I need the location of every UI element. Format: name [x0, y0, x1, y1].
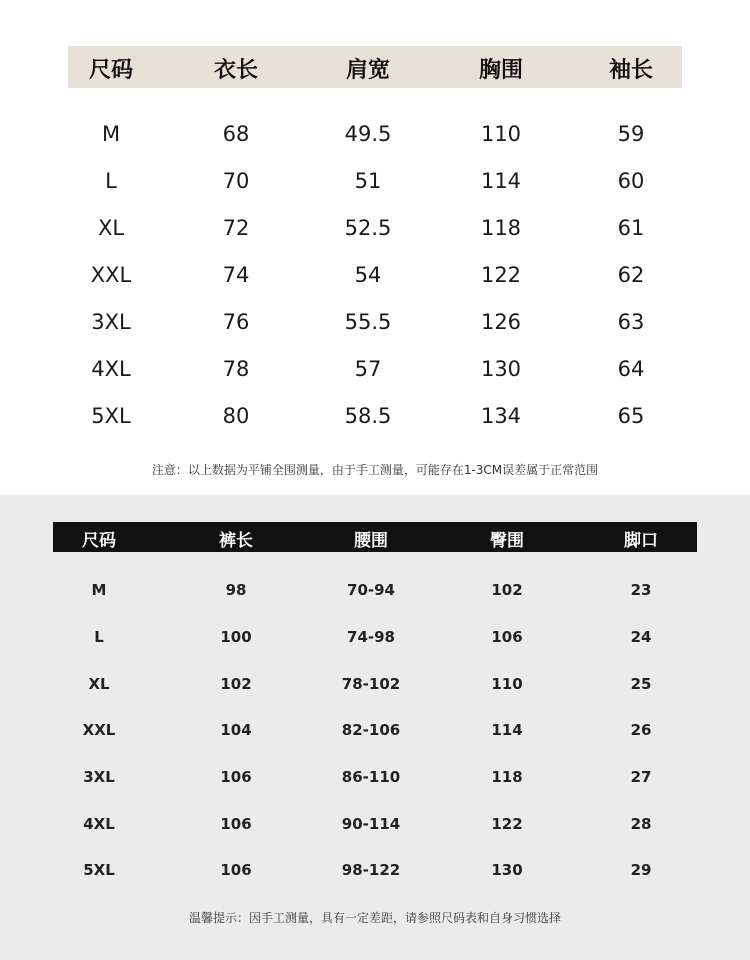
bottom-table-header-col4: 臀围 — [490, 531, 524, 551]
bottom-table-row-3-col3: 78-102 — [341, 675, 401, 693]
bottom-table-header-length: 裤长 — [219, 531, 253, 551]
top-table-row-5-length: 76 — [222, 310, 250, 334]
bottom-table-header-col5: 脚口 — [624, 531, 658, 551]
top-table-row-6-col4: 130 — [480, 357, 522, 381]
top-table-row-4-col4: 122 — [480, 263, 522, 287]
top-table-header-size: 尺码 — [88, 58, 134, 83]
bottom-table-row-6-col3: 90-114 — [341, 815, 401, 833]
top-table-row-4-size: XXL — [90, 263, 132, 287]
top-table-row-4-length: 74 — [222, 263, 250, 287]
bottom-table-row-5-col4: 118 — [491, 768, 523, 786]
top-table-row-1-col3: 49.5 — [344, 122, 392, 146]
bottom-table-row-7-col4: 130 — [491, 861, 523, 879]
top-table-row-4-col3: 54 — [354, 263, 382, 287]
bottom-table-row-1-size: M — [91, 581, 107, 599]
top-table-row-6-col3: 57 — [354, 357, 382, 381]
top-table-header-col4: 胸围 — [478, 58, 524, 83]
bottom-table-row-2-col4: 106 — [491, 628, 523, 646]
top-table-row-5-col4: 126 — [480, 310, 522, 334]
bottom-table-header-col3: 腰围 — [354, 531, 388, 551]
bottom-table-row-5-size: 3XL — [83, 768, 115, 786]
top-table-row-1-size: M — [101, 122, 121, 146]
bottom-measurement-note: 温馨提示：因手工测量，具有一定差距，请参照尺码表和自身习惯选择 — [188, 911, 561, 925]
bottom-table-row-6-length: 106 — [220, 815, 252, 833]
top-table-row-2-col5: 60 — [617, 169, 645, 193]
bottom-table-row-7-col3: 98-122 — [341, 861, 401, 879]
bottom-table-row-1-length: 98 — [225, 581, 247, 599]
top-table-row-5-col3: 55.5 — [344, 310, 392, 334]
bottom-table-row-7-col5: 29 — [630, 861, 652, 879]
bottom-table-row-4-col5: 26 — [630, 721, 652, 739]
top-table-row-2-col4: 114 — [480, 169, 522, 193]
top-table-row-2-length: 70 — [222, 169, 250, 193]
bottom-table-row-5-length: 106 — [220, 768, 252, 786]
bottom-table-row-4-size: XXL — [82, 721, 116, 739]
top-table-row-1-length: 68 — [222, 122, 250, 146]
bottom-table-row-2-col3: 74-98 — [347, 628, 395, 646]
bottom-table-row-7-size: 5XL — [83, 861, 115, 879]
bottom-table-row-1-col3: 70-94 — [347, 581, 395, 599]
top-table-row-6-col5: 64 — [617, 357, 645, 381]
top-table-row-7-col4: 134 — [480, 404, 522, 428]
top-table-row-3-col5: 61 — [617, 216, 645, 240]
top-table-header-length: 衣长 — [213, 58, 259, 83]
bottom-table-row-6-col5: 28 — [630, 815, 652, 833]
bottom-table-row-6-col4: 122 — [491, 815, 523, 833]
bottom-table-row-3-size: XL — [88, 675, 110, 693]
bottom-table-row-1-col5: 23 — [630, 581, 652, 599]
top-table-row-3-col3: 52.5 — [344, 216, 392, 240]
top-table-header-col5: 袖长 — [608, 58, 654, 83]
top-table-row-5-col5: 63 — [617, 310, 645, 334]
top-table-row-6-size: 4XL — [91, 357, 131, 381]
top-measurement-note: 注意：以上数据为平铺全围测量，由于手工测量，可能存在1-3CM误差属于正常范围 — [151, 463, 599, 477]
bottom-table-row-4-col4: 114 — [491, 721, 523, 739]
top-table-header-col3: 肩宽 — [345, 58, 391, 83]
bottom-table-row-4-col3: 82-106 — [341, 721, 401, 739]
bottom-table-row-5-col5: 27 — [630, 768, 652, 786]
bottom-table-row-2-size: L — [94, 628, 104, 646]
bottom-table-row-3-col4: 110 — [491, 675, 523, 693]
bottom-table-row-1-col4: 102 — [491, 581, 523, 599]
bottom-table-row-2-col5: 24 — [630, 628, 652, 646]
top-table-row-1-col4: 110 — [480, 122, 522, 146]
top-table-row-2-col3: 51 — [354, 169, 382, 193]
bottom-table-row-7-length: 106 — [220, 861, 252, 879]
top-table-row-3-col4: 118 — [480, 216, 522, 240]
top-table-row-5-size: 3XL — [91, 310, 131, 334]
top-table-row-3-size: XL — [97, 216, 125, 240]
top-table-row-2-size: L — [105, 169, 117, 193]
top-table-row-7-col5: 65 — [617, 404, 645, 428]
top-table-row-7-size: 5XL — [91, 404, 131, 428]
bottom-table-row-2-length: 100 — [220, 628, 252, 646]
bottom-table-row-3-length: 102 — [220, 675, 252, 693]
bottom-table-header-size: 尺码 — [82, 531, 116, 551]
bottom-table-row-6-size: 4XL — [83, 815, 115, 833]
bottom-table-row-4-length: 104 — [220, 721, 252, 739]
bottom-table-row-5-col3: 86-110 — [341, 768, 401, 786]
bottom-table-row-3-col5: 25 — [630, 675, 652, 693]
top-table-row-4-col5: 62 — [617, 263, 645, 287]
top-table-row-3-length: 72 — [222, 216, 250, 240]
top-table-row-7-length: 80 — [222, 404, 250, 428]
top-table-row-1-col5: 59 — [617, 122, 645, 146]
top-table-row-7-col3: 58.5 — [344, 404, 392, 428]
top-table-row-6-length: 78 — [222, 357, 250, 381]
